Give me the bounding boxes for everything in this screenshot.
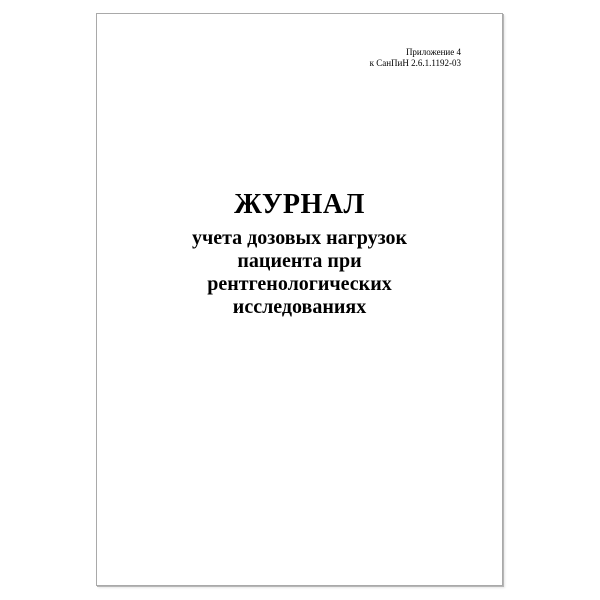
subtitle-line-4: исследованиях	[232, 296, 367, 318]
subtitle-line-2: пациента при	[237, 250, 362, 272]
annotation-block	[97, 47, 502, 68]
document-title: ЖУРНАЛ	[234, 189, 365, 220]
annotation-line-2: к СанПиН 2.6.1.1192-03	[369, 57, 461, 68]
annotation-line-1: Приложение 4	[405, 47, 461, 57]
document-subtitle	[97, 227, 502, 319]
document-page	[96, 13, 503, 586]
subtitle-line-3: рентгенологических	[207, 273, 392, 295]
title-block	[97, 190, 502, 319]
subtitle-line-1: учета дозовых нагрузок	[191, 227, 408, 249]
